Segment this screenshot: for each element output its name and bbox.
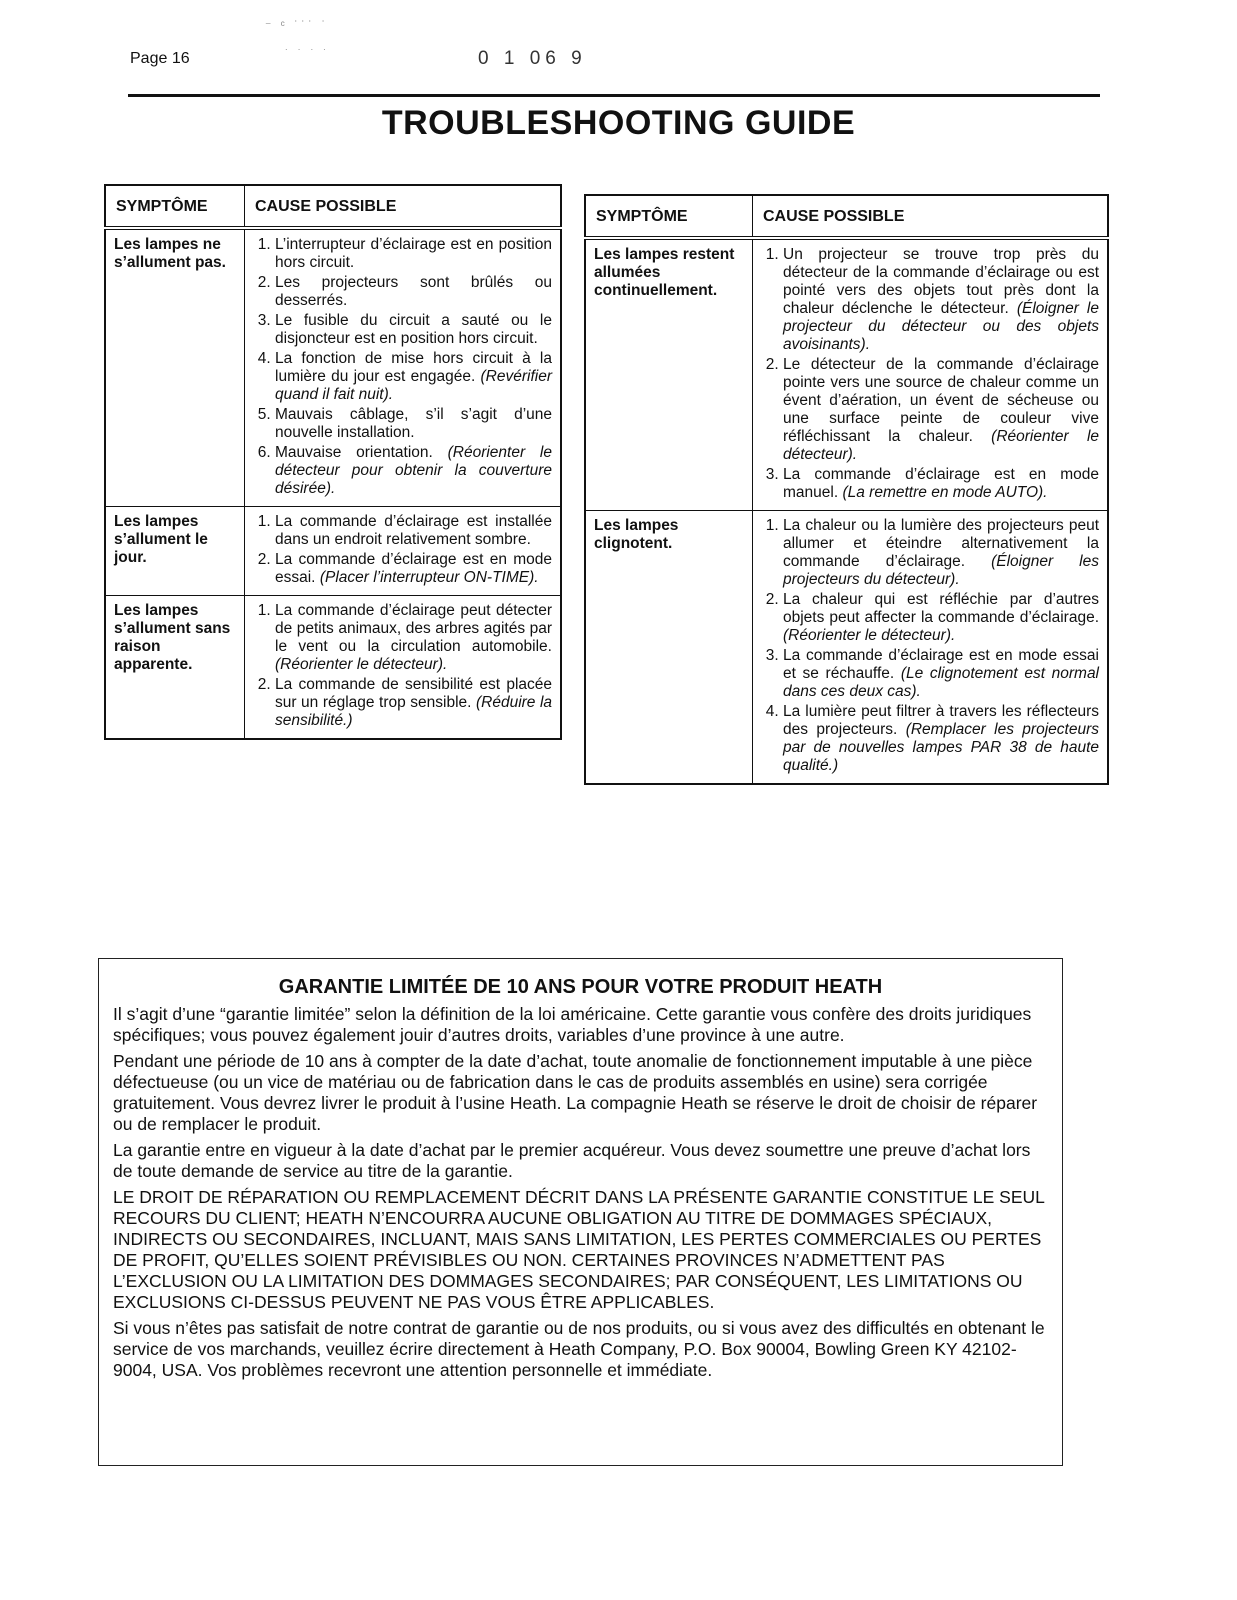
cause-text: La lumière peut filtrer à travers les réflecteurs des projecteurs.	[783, 703, 1099, 738]
cause-text: Le fusible du circuit a sauté ou le disjoncteur est en position hors circuit.	[275, 312, 552, 347]
cause-item	[275, 312, 552, 348]
cause-text: La commande d’éclairage est en mode essai et se réchauffe.	[783, 647, 1099, 682]
cause-item	[275, 513, 552, 549]
cause-cell	[245, 228, 562, 507]
warranty-paragraph: Pendant une période de 10 ans à compter de la date d’achat, toute anomalie de fonctionnement imputable à une pièce défectueuse (ou un vice de matériau ou de fabrication dans le cas de produits assemblés en usine) sera corrigée gratuitement. Vous devrez livrer le produit à l’usine Heath. La compagnie Heath se réserve le droit de choisir de réparer ou de remplacer le produit.	[113, 1051, 1038, 1134]
column-header-cause: CAUSE POSSIBLE	[245, 185, 562, 228]
warranty-paragraph: Il s’agit d’une “garantie limitée” selon la définition de la loi américaine. Cette garantie vous confère des droits juridiques spécifiques; vous pouvez également jouir d’autres droits, variables d’une province à une autre.	[113, 1004, 1032, 1045]
cause-item	[783, 647, 1099, 701]
cause-item	[275, 602, 552, 674]
table-body	[105, 228, 561, 739]
warranty-box	[98, 958, 1063, 1466]
table-row	[585, 238, 1108, 511]
cause-text: La chaleur ou la lumière des projecteurs peut allumer et éteindre alternativement la commande d’éclairage.	[783, 517, 1099, 570]
cause-cell	[753, 511, 1109, 785]
cause-list	[253, 513, 552, 587]
cause-text: Mauvais câblage, s’il s’agit d’une nouvelle installation.	[275, 406, 552, 441]
cause-remedy-note: (Revérifier quand il fait nuit).	[275, 368, 552, 403]
column-header-cause: CAUSE POSSIBLE	[753, 195, 1109, 238]
cause-cell	[245, 507, 562, 596]
cause-remedy-note: (Réorienter le détecteur).	[783, 428, 1100, 463]
cause-remedy-note: (Réorienter le détecteur).	[275, 656, 448, 673]
page-number: Page 16	[130, 50, 190, 67]
cause-item	[275, 406, 552, 442]
cause-text: Mauvaise orientation.	[275, 444, 433, 461]
table-row	[105, 228, 561, 507]
warranty-paragraph: La garantie entre en vigueur à la date d’achat par le premier acquéreur. Vous devez soumettre une preuve d’achat lors de toute demande de service au titre de la garantie.	[113, 1140, 1031, 1181]
troubleshooting-table-left	[104, 184, 562, 740]
cause-item	[783, 703, 1099, 775]
cause-item	[275, 444, 552, 498]
cause-text: Les projecteurs sont brûlés ou desserrés.	[275, 274, 552, 309]
cause-remedy-note: (Éloigner le projecteur du détecteur ou des objets avoisinants).	[783, 300, 1100, 353]
cause-text: Un projecteur se trouve trop près du détecteur de la commande d’éclairage ou est pointé vers des objets tout près dont la chaleur déclenche le détecteur.	[783, 246, 1099, 317]
cause-text: La commande d’éclairage est en mode essai.	[275, 551, 552, 586]
column-header-symptom: SYMPTÔME	[105, 185, 245, 228]
cause-text: La chaleur qui est réfléchie par d’autres objets peut affecter la commande d’éclairage.	[783, 591, 1099, 626]
header-rule	[128, 94, 1100, 97]
cause-text: La commande d’éclairage est installée dans un endroit relativement sombre.	[275, 513, 552, 548]
table-body	[585, 238, 1108, 784]
cause-item	[275, 676, 552, 730]
cause-remedy-note: (Placer l’interrupteur ON-TIME).	[319, 569, 539, 586]
table-row	[105, 507, 561, 596]
warranty-paragraph: Si vous n’êtes pas satisfait de notre contrat de garantie ou de nos produits, ou si vous avez des difficultés en obtenant le service de vos marchands, veuillez écrire directement à Heath Company, P.O. Box 90004, Bowling Green KY 42102-9004, USA. Vos problèmes recevront une attention personnelle et immédiate.	[113, 1318, 1045, 1380]
cause-text: La commande d’éclairage peut détecter de petits animaux, des arbres agités par le vent ou la circulation automobile.	[275, 602, 552, 655]
symptom-cell: Les lampes restent allumées continuellement.	[585, 238, 753, 511]
cause-item	[783, 466, 1099, 502]
column-header-symptom: SYMPTÔME	[585, 195, 753, 238]
symptom-cell: Les lampes s’allument sans raison apparente.	[105, 596, 245, 740]
cause-list	[253, 602, 552, 730]
cause-remedy-note: (Réorienter le détecteur pour obtenir la couverture désirée).	[275, 444, 552, 497]
page-title: TROUBLESHOOTING GUIDE	[381, 104, 856, 142]
scan-noise-mark: ⁻ ᶜ ˙˙˙ ˙	[265, 18, 329, 32]
cause-list	[253, 236, 552, 498]
cause-remedy-note: (Remplacer les projecteurs par de nouvelles lampes PAR 38 de haute qualité.)	[783, 721, 1099, 774]
cause-text: La fonction de mise hors circuit à la lumière du jour est engagée.	[275, 350, 552, 385]
cause-remedy-note: (Éloigner les projecteurs du détecteur).	[783, 553, 1099, 588]
cause-item	[783, 356, 1099, 464]
cause-text: L’interrupteur d’éclairage est en position hors circuit.	[275, 236, 552, 271]
table-row	[585, 511, 1108, 785]
table-row	[105, 596, 561, 740]
cause-item	[275, 236, 552, 272]
cause-item	[783, 517, 1099, 589]
warranty-legal-caps: LE DROIT DE RÉPARATION OU REMPLACEMENT DÉCRIT DANS LA PRÉSENTE GARANTIE CONSTITUE LE SEUL RECOURS DU CLIENT; HEATH N’ENCOURRA AUCUNE OBLIGATION AU TITRE DE DOMMAGES SPÉCIAUX, INDIRECTS OU SECONDAIRES, INCLUANT, MAIS SANS LIMITATION, LES PERTES COMMERCIALES OU PERTES DE PROFIT, QU’ELLES SOIENT PRÉVISIBLES OU NON. CERTAINES PROVINCES N’ADMETTENT PAS L’EXCLUSION OU LA LIMITATION DES DOMMAGES SECONDAIRES; PAR CONSÉQUENT, LES LIMITATIONS OU EXCLUSIONS CI-DESSUS PEUVENT NE PAS VOUS ÊTRE APPLICABLES.	[113, 1187, 1045, 1312]
cause-item	[783, 246, 1099, 354]
cause-item	[275, 350, 552, 404]
cause-text: Le détecteur de la commande d’éclairage pointe vers une source de chaleur comme un évent d’aération, un évent de sécheuse ou une surface peinte de couleur vive réfléchissant la chaleur.	[783, 356, 1099, 445]
cause-cell	[753, 238, 1109, 511]
cause-item	[783, 591, 1099, 645]
symptom-cell: Les lampes s’allument le jour.	[105, 507, 245, 596]
cause-list	[761, 517, 1099, 775]
symptom-cell: Les lampes clignotent.	[585, 511, 753, 785]
cause-cell	[245, 596, 562, 740]
cause-remedy-note: (Réorienter le détecteur).	[783, 627, 956, 644]
troubleshooting-table-right	[584, 194, 1109, 785]
cause-item	[275, 274, 552, 310]
scan-noise-mark: ˙ ˙ ˙ ˙	[285, 48, 330, 60]
cause-item	[275, 551, 552, 587]
cause-list	[761, 246, 1099, 502]
cause-remedy-note: (Réduire la sensibilité.)	[275, 694, 553, 729]
cause-text: La commande de sensibilité est placée sur un réglage trop sensible.	[275, 676, 552, 711]
warranty-title: GARANTIE LIMITÉE DE 10 ANS POUR VOTRE PRODUIT HEATH	[278, 976, 883, 998]
symptom-cell: Les lampes ne s’allument pas.	[105, 228, 245, 507]
document-stamp-number: 0 1 06 9	[478, 48, 587, 69]
cause-remedy-note: (Le clignotement est normal dans ces deux cas).	[783, 665, 1100, 700]
cause-remedy-note: (La remettre en mode AUTO).	[842, 484, 1048, 501]
cause-text: La commande d’éclairage est en mode manuel.	[783, 466, 1099, 501]
